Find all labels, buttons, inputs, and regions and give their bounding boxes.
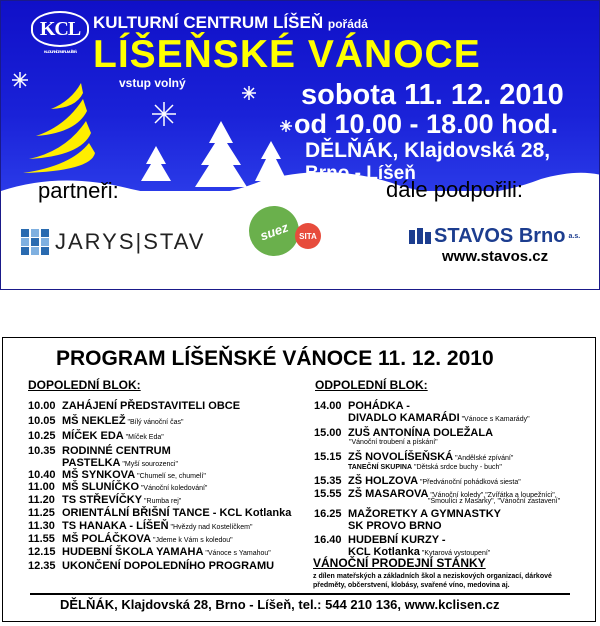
program-act: ZŠ MASAROVA [348, 488, 429, 500]
snowflake-icon [241, 85, 257, 101]
stavos-website: www.stavos.cz [442, 248, 549, 265]
poster-title: LÍŠEŇSKÉ VÁNOCE [93, 33, 481, 76]
program-act: TS HANAKA - LÍŠEŇ [62, 520, 169, 532]
program-time: 11.55 [28, 533, 55, 545]
program-time: 11.25 [28, 507, 55, 519]
supporters-label: dále podpořili: [386, 177, 523, 202]
program-act: ZUŠ ANTONÍNA DOLEŽALA [348, 427, 494, 439]
snowflake-icon [11, 71, 29, 89]
program-row [28, 546, 271, 560]
program-note: "Vánoce s Yamahou" [203, 550, 271, 557]
white-tree-medium [251, 141, 291, 191]
program-note: "Míček Eda" [123, 434, 164, 441]
program-note: "Vánoční koledy","Zvířátka a loupežníci", [428, 492, 557, 499]
organizer-line: KULTURNÍ CENTRUM LÍŠEŇ pořádá [93, 13, 368, 32]
program-act: ZŠ HOLZOVA [348, 475, 419, 487]
program-time: 11.00 [28, 481, 55, 493]
poster-banner [0, 0, 600, 290]
program-row [28, 494, 181, 508]
program-act: POHÁDKA - [348, 400, 410, 412]
program-time: 11.30 [28, 520, 55, 532]
event-city: Brno - Líšeň [305, 163, 416, 184]
program-act: ZŠ NOVOLÍŠEŇSKÁ [348, 451, 454, 463]
stavos-icon [409, 228, 431, 246]
program-title: PROGRAM LÍŠEŇSKÉ VÁNOCE 11. 12. 2010 [56, 347, 494, 370]
program-note: "Předvánoční pohádková siesta" [418, 479, 521, 486]
program-act: MAŽORETKY A GYMNASTKY [348, 508, 501, 520]
program-time: 12.15 [28, 546, 56, 558]
program-note: "Jdeme k Vám s koledou" [151, 537, 233, 544]
program-note: "Bílý vánoční čas" [125, 419, 184, 426]
footer-contact: DĚLŇÁK, Klajdovská 28, Brno - Líšeň, tel.: 544 210 136, www.kclisen.cz [60, 597, 500, 612]
program-act: ORIENTÁLNÍ BŘIŠNÍ TANCE - KCL Kotlanka [62, 507, 292, 519]
program-time: 15.55 [314, 488, 342, 500]
program-note: "Hvězdy nad Kostelíčkem" [168, 524, 253, 531]
program-note: "Šmoulíci z Masarky", "Vánoční zastavení" [428, 498, 561, 505]
program-act: KCL Kotlanka [348, 546, 420, 558]
program-row [314, 508, 501, 520]
partners-label: partneři: [38, 178, 119, 203]
program-row [28, 430, 164, 444]
program-row [314, 412, 530, 426]
stavos-logo: STAVOS Brno a.s. [409, 225, 580, 248]
program-row [28, 415, 183, 429]
program-row [28, 533, 233, 547]
jarys-stav-logo: JARYS|STAV [21, 229, 205, 255]
stands-title: VÁNOČNÍ PRODEJNÍ STÁNKY [313, 556, 486, 570]
program-act: MÍČEK EDA [62, 430, 124, 442]
program-time: 12.35 [28, 560, 56, 572]
program-time: 10.05 [28, 415, 56, 427]
suez-logo: suez [242, 199, 306, 263]
program-note: "Vánoční koledování" [139, 485, 208, 492]
program-act: RODINNÉ CENTRUM [62, 445, 171, 457]
program-row [314, 400, 410, 412]
jarys-squares-icon [21, 229, 49, 255]
white-tree-large [191, 121, 251, 191]
program-note: "Kytarová vystoupení" [419, 550, 491, 557]
event-date: sobota 11. 12. 2010 [301, 79, 564, 111]
snowflake-icon [279, 119, 293, 133]
program-time: 11.20 [28, 494, 55, 506]
program-act: MŠ POLÁČKOVA [62, 533, 152, 545]
program-time: 16.25 [314, 508, 342, 520]
program-row [314, 520, 442, 532]
program-row [28, 481, 207, 495]
program-time: 14.00 [314, 400, 342, 412]
program-row [28, 507, 291, 519]
program-time: 10.40 [28, 469, 56, 481]
morning-block-label: DOPOLEDNÍ BLOK: [28, 378, 141, 392]
program-time: 15.35 [314, 475, 342, 487]
sita-logo: SITA [295, 223, 321, 249]
program-note: "Rumba rej" [142, 498, 182, 505]
divider [30, 593, 570, 595]
white-tree-small [136, 146, 176, 191]
program-act: ZAHÁJENÍ PŘEDSTAVITELI OBCE [62, 400, 241, 412]
program-note: "Andělské zpívání" [453, 455, 514, 462]
program-time: 16.40 [314, 534, 342, 546]
program-act: MŠ SLUNÍČKO [62, 481, 139, 493]
program-row [314, 451, 513, 465]
program-act: DIVADLO KAMARÁDI [348, 412, 460, 424]
yellow-christmas-tree [21, 81, 111, 176]
afternoon-block-label: ODPOLEDNÍ BLOK: [315, 378, 428, 392]
program-row [314, 427, 493, 439]
event-time: od 10.00 - 18.00 hod. [294, 109, 559, 139]
program-time: 10.35 [28, 445, 56, 457]
program-time: 10.00 [28, 400, 56, 412]
program-act: PASTELKA [62, 457, 121, 469]
program-act: TS STŘEVÍČKY [62, 494, 143, 506]
program-row [314, 475, 521, 489]
program-act: HUDEBNÍ ŠKOLA YAMAHA [62, 546, 204, 558]
program-act: HUDEBNÍ KURZY - [348, 534, 446, 546]
program-time: 15.15 [314, 451, 342, 463]
kcl-logo: KCL KULTURNÍ CENTRUM LÍŠEŇ [31, 11, 89, 47]
program-act: SK PROVO BRNO [348, 520, 442, 532]
program-time: 10.25 [28, 430, 56, 442]
program-note: "Vánoce s Kamarády" [459, 416, 530, 423]
program-row [28, 445, 171, 457]
program-time: 15.00 [314, 427, 342, 439]
stands-description: z dílen mateřských a základních škol a neziskových organizací, dárkové předměty, občerstvení, klobásy, svařené víno, medovina aj. [313, 573, 552, 589]
program-note: "Myší sourozenci" [120, 461, 178, 468]
program-note: TANEČNÍ SKUPINA "Dětská srdce buchy - buch" [348, 464, 502, 471]
program-note: "Vánoční troubení a pískání" [349, 439, 438, 446]
program-note: "Chumelí se, chumelí" [135, 473, 206, 480]
program-row [28, 400, 240, 412]
event-address: DĚLŇÁK, Klajdovská 28, [305, 139, 551, 162]
program-act: MŠ SYNKOVA [62, 469, 136, 481]
entry-note: vstup volný [119, 76, 186, 90]
program-act: UKONČENÍ DOPOLEDNÍHO PROGRAMU [62, 560, 275, 572]
program-row [28, 520, 253, 534]
program-act: MŠ NEKLEŽ [62, 415, 126, 427]
snowflake-icon [151, 101, 177, 127]
program-row [314, 534, 446, 546]
program-row [28, 560, 274, 572]
